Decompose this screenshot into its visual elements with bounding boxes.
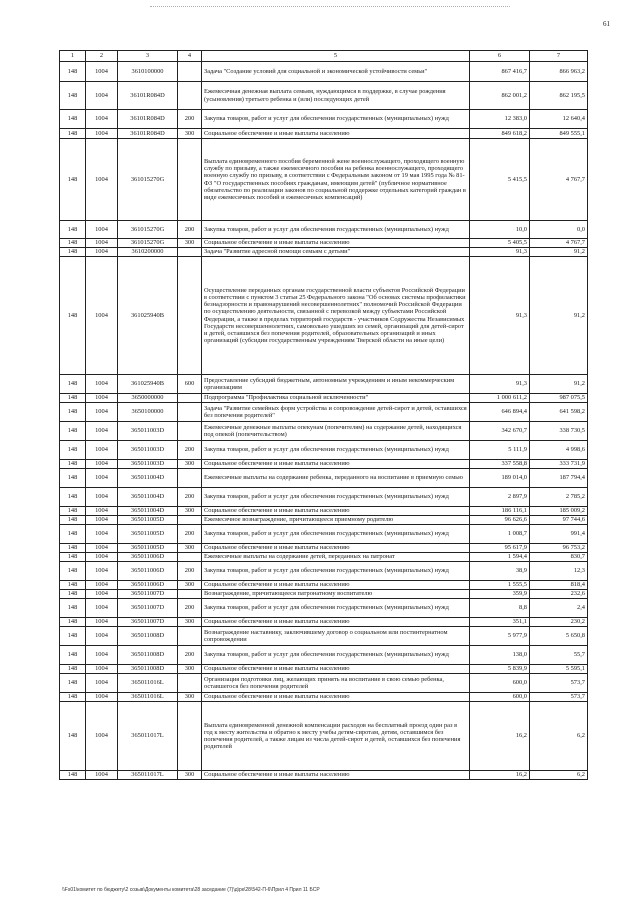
target-article-cell: 365011006D — [118, 553, 178, 562]
ministry-code-cell: 148 — [60, 129, 86, 139]
expense-type-cell — [178, 62, 202, 82]
expense-type-cell: 300 — [178, 771, 202, 780]
ministry-code-cell: 148 — [60, 248, 86, 257]
table-row — [60, 618, 588, 627]
amount-cell: 351,1 — [470, 618, 530, 627]
expense-type-cell: 300 — [178, 581, 202, 590]
section-code-cell: 1004 — [86, 239, 118, 248]
section-code-cell: 1004 — [86, 139, 118, 221]
expense-type-cell: 300 — [178, 239, 202, 248]
description-cell: Социальное обеспечение и иные выплаты населению — [202, 460, 470, 469]
section-code-cell: 1004 — [86, 581, 118, 590]
ministry-code-cell: 148 — [60, 562, 86, 581]
amount-cell: 600,0 — [470, 674, 530, 693]
target-article-cell: 3610100000 — [118, 62, 178, 82]
description-cell: Вознаграждение наставнику, заключившему договор о социальном или постинтернатном сопровождении — [202, 627, 470, 646]
amount-cell: 991,4 — [530, 525, 588, 544]
table-row — [60, 394, 588, 403]
expense-type-cell: 200 — [178, 441, 202, 460]
amount-cell: 10,0 — [470, 221, 530, 239]
budget-table — [59, 50, 588, 780]
ministry-code-cell: 148 — [60, 110, 86, 129]
section-code-cell: 1004 — [86, 62, 118, 82]
amount-cell: 1 594,4 — [470, 553, 530, 562]
description-cell: Задача "Развитие адресной помощи семьям с детьми" — [202, 248, 470, 257]
expense-type-cell: 300 — [178, 618, 202, 627]
section-code-cell: 1004 — [86, 394, 118, 403]
section-code-cell: 1004 — [86, 460, 118, 469]
ministry-code-cell: 148 — [60, 441, 86, 460]
description-cell: Закупка товаров, работ и услуг для обеспечения государственных (муниципальных) нужд — [202, 441, 470, 460]
expense-type-cell — [178, 553, 202, 562]
table-row — [60, 581, 588, 590]
description-cell: Закупка товаров, работ и услуг для обеспечения государственных (муниципальных) нужд — [202, 562, 470, 581]
description-cell: Осуществление переданных органам государственной власти субъектов Российской Федерации в соответствии с пунктом 3 статьи 25 Федерального закона "Об основах системы профилактики безнадзорности и правонарушений несовершеннолетних" полномочий Российской Федерации по осуществлению деятельности, связанной с перевозкой между субъектами Российской Федерации, а также в пределах территорий государств - участников Содружества Независимых Государств несовершеннолетних, самовольно ушедших из семей, организаций для детей-сирот и детей, оставшихся без попечения родителей, образовательных организаций и иных организаций (субсидии государственным учреждениям Тверской области на иные цели) — [202, 257, 470, 375]
amount-cell: 230,2 — [530, 618, 588, 627]
description-cell: Закупка товаров, работ и услуг для обеспечения государственных (муниципальных) нужд — [202, 221, 470, 239]
expense-type-cell — [178, 627, 202, 646]
target-article-cell: 365011005D — [118, 516, 178, 525]
description-cell: Ежемесячные денежные выплаты опекунам (попечителям) на содержание детей, находящихся под опекой (попечительством) — [202, 422, 470, 441]
target-article-cell: 365011005D — [118, 544, 178, 553]
header-cell: 5 — [202, 51, 470, 62]
amount-cell: 12 640,4 — [530, 110, 588, 129]
amount-cell: 646 894,4 — [470, 403, 530, 422]
amount-cell: 12 383,0 — [470, 110, 530, 129]
ministry-code-cell: 148 — [60, 665, 86, 674]
description-cell: Задача "Создание условий для социальной и экономической устойчивости семьи" — [202, 62, 470, 82]
ministry-code-cell: 148 — [60, 82, 86, 110]
amount-cell: 641 598,2 — [530, 403, 588, 422]
amount-cell: 5 839,9 — [470, 665, 530, 674]
description-cell: Ежемесячные выплаты на содержание ребенка, переданного на воспитание в приемную семью — [202, 469, 470, 488]
amount-cell: 38,9 — [470, 562, 530, 581]
amount-cell: 4 998,6 — [530, 441, 588, 460]
target-article-cell: 365011004D — [118, 507, 178, 516]
table-row — [60, 62, 588, 82]
description-cell: Социальное обеспечение и иные выплаты населению — [202, 129, 470, 139]
description-cell: Задача "Развитие семейных форм устройства и сопровождение детей-сирот и детей, оставшихся без попечения родителей" — [202, 403, 470, 422]
expense-type-cell — [178, 590, 202, 599]
description-cell: Выплата единовременной денежной компенсации расходов на бесплатный проезд один раз в год к месту жительства и обратно к месту учебы детям-сиротам, детям, оставшимся без попечения родителей, а также лицам из числа детей-сирот и детей, оставшихся без попечения родителей — [202, 702, 470, 771]
target-article-cell: 365011008D — [118, 646, 178, 665]
ministry-code-cell: 148 — [60, 239, 86, 248]
scan-edge — [150, 0, 510, 7]
section-code-cell: 1004 — [86, 646, 118, 665]
target-article-cell: 361015270G — [118, 221, 178, 239]
header-cell: 2 — [86, 51, 118, 62]
target-article-cell: 361025940B — [118, 257, 178, 375]
amount-cell: 185 009,2 — [530, 507, 588, 516]
amount-cell: 138,0 — [470, 646, 530, 665]
table-row — [60, 239, 588, 248]
amount-cell: 600,0 — [470, 693, 530, 702]
ministry-code-cell: 148 — [60, 507, 86, 516]
expense-type-cell: 300 — [178, 460, 202, 469]
amount-cell: 5 595,1 — [530, 665, 588, 674]
ministry-code-cell: 148 — [60, 771, 86, 780]
header-cell: 7 — [530, 51, 588, 62]
amount-cell: 186 116,1 — [470, 507, 530, 516]
ministry-code-cell: 148 — [60, 553, 86, 562]
ministry-code-cell: 148 — [60, 516, 86, 525]
description-cell: Выплата единовременного пособия беременной жене военнослужащего, проходящего военную службу по призыву, а также ежемесячного пособия на ребенка военнослужащего, проходящего военную службу по призыву, в соответствии с Федеральным законом от 19 мая 1995 года № 81-ФЗ "О государственных пособиях гражданам, имеющим детей" (публичное нормативное обязательство по реализации законов по социальной поддержке отдельных категорий граждан в виде ежемесячных пособий и ежемесячных компенсаций) — [202, 139, 470, 221]
amount-cell: 187 794,4 — [530, 469, 588, 488]
table-body — [60, 51, 588, 780]
amount-cell: 91,3 — [470, 248, 530, 257]
amount-cell: 95 617,9 — [470, 544, 530, 553]
target-article-cell: 36101R084D — [118, 110, 178, 129]
ministry-code-cell: 148 — [60, 618, 86, 627]
table-row — [60, 375, 588, 394]
amount-cell: 0,0 — [530, 221, 588, 239]
target-article-cell: 365011003D — [118, 441, 178, 460]
target-article-cell: 365011006D — [118, 581, 178, 590]
amount-cell: 862 195,5 — [530, 82, 588, 110]
description-cell: Социальное обеспечение и иные выплаты населению — [202, 544, 470, 553]
section-code-cell: 1004 — [86, 553, 118, 562]
amount-cell: 333 731,9 — [530, 460, 588, 469]
table-row — [60, 129, 588, 139]
expense-type-cell: 200 — [178, 221, 202, 239]
table-row — [60, 441, 588, 460]
expense-type-cell: 300 — [178, 665, 202, 674]
section-code-cell: 1004 — [86, 599, 118, 618]
amount-cell: 5 650,8 — [530, 627, 588, 646]
header-cell: 1 — [60, 51, 86, 62]
ministry-code-cell: 148 — [60, 488, 86, 507]
amount-cell: 830,7 — [530, 553, 588, 562]
amount-cell: 12,3 — [530, 562, 588, 581]
target-article-cell: 3610200000 — [118, 248, 178, 257]
target-article-cell: 361015270G — [118, 139, 178, 221]
expense-type-cell: 200 — [178, 562, 202, 581]
section-code-cell: 1004 — [86, 248, 118, 257]
page-number: 61 — [603, 20, 610, 28]
section-code-cell: 1004 — [86, 441, 118, 460]
description-cell: Подпрограмма "Профилактика социальной исключенности" — [202, 394, 470, 403]
target-article-cell: 365011017L — [118, 771, 178, 780]
section-code-cell: 1004 — [86, 403, 118, 422]
section-code-cell: 1004 — [86, 507, 118, 516]
amount-cell: 1 000 611,2 — [470, 394, 530, 403]
ministry-code-cell: 148 — [60, 544, 86, 553]
target-article-cell: 365011008D — [118, 665, 178, 674]
amount-cell: 2,4 — [530, 599, 588, 618]
ministry-code-cell: 148 — [60, 525, 86, 544]
amount-cell: 16,2 — [470, 702, 530, 771]
amount-cell: 5 111,9 — [470, 441, 530, 460]
table-row — [60, 646, 588, 665]
header-cell: 6 — [470, 51, 530, 62]
target-article-cell: 3650000000 — [118, 394, 178, 403]
expense-type-cell — [178, 516, 202, 525]
amount-cell: 5 977,9 — [470, 627, 530, 646]
ministry-code-cell: 148 — [60, 581, 86, 590]
table-row — [60, 627, 588, 646]
description-cell: Социальное обеспечение и иные выплаты населению — [202, 507, 470, 516]
ministry-code-cell: 148 — [60, 403, 86, 422]
target-article-cell: 365011003D — [118, 460, 178, 469]
ministry-code-cell: 148 — [60, 693, 86, 702]
target-article-cell: 3650100000 — [118, 403, 178, 422]
expense-type-cell — [178, 248, 202, 257]
target-article-cell: 365011016L — [118, 674, 178, 693]
ministry-code-cell: 148 — [60, 257, 86, 375]
table-row — [60, 257, 588, 375]
table-row — [60, 702, 588, 771]
amount-cell: 4 767,7 — [530, 139, 588, 221]
table-row — [60, 139, 588, 221]
amount-cell: 96 753,2 — [530, 544, 588, 553]
expense-type-cell: 200 — [178, 110, 202, 129]
amount-cell: 342 670,7 — [470, 422, 530, 441]
table-row — [60, 516, 588, 525]
amount-cell: 16,2 — [470, 771, 530, 780]
ministry-code-cell: 148 — [60, 646, 86, 665]
ministry-code-cell: 148 — [60, 422, 86, 441]
expense-type-cell: 600 — [178, 375, 202, 394]
amount-cell: 97 744,6 — [530, 516, 588, 525]
ministry-code-cell: 148 — [60, 627, 86, 646]
ministry-code-cell: 148 — [60, 375, 86, 394]
amount-cell: 818,4 — [530, 581, 588, 590]
section-code-cell: 1004 — [86, 618, 118, 627]
amount-cell: 338 730,5 — [530, 422, 588, 441]
target-article-cell: 365011003D — [118, 422, 178, 441]
amount-cell: 359,9 — [470, 590, 530, 599]
amount-cell: 6,2 — [530, 702, 588, 771]
expense-type-cell: 200 — [178, 525, 202, 544]
expense-type-cell: 300 — [178, 129, 202, 139]
expense-type-cell — [178, 469, 202, 488]
amount-cell: 5 405,5 — [470, 239, 530, 248]
target-article-cell: 36101R084D — [118, 129, 178, 139]
table-row — [60, 110, 588, 129]
target-article-cell: 365011005D — [118, 525, 178, 544]
section-code-cell: 1004 — [86, 665, 118, 674]
target-article-cell: 365011007D — [118, 618, 178, 627]
amount-cell: 8,8 — [470, 599, 530, 618]
header-cell: 3 — [118, 51, 178, 62]
section-code-cell: 1004 — [86, 702, 118, 771]
section-code-cell: 1004 — [86, 469, 118, 488]
amount-cell: 862 001,2 — [470, 82, 530, 110]
expense-type-cell: 200 — [178, 599, 202, 618]
amount-cell: 55,7 — [530, 646, 588, 665]
amount-cell: 573,7 — [530, 693, 588, 702]
amount-cell: 6,2 — [530, 771, 588, 780]
amount-cell: 4 767,7 — [530, 239, 588, 248]
table-row — [60, 771, 588, 780]
target-article-cell: 36101R084D — [118, 82, 178, 110]
ministry-code-cell: 148 — [60, 590, 86, 599]
table-row — [60, 460, 588, 469]
table-row — [60, 507, 588, 516]
description-cell: Социальное обеспечение и иные выплаты населению — [202, 693, 470, 702]
ministry-code-cell: 148 — [60, 674, 86, 693]
table-row — [60, 469, 588, 488]
expense-type-cell — [178, 702, 202, 771]
table-row — [60, 562, 588, 581]
table-row — [60, 525, 588, 544]
ministry-code-cell: 148 — [60, 139, 86, 221]
header-cell: 4 — [178, 51, 202, 62]
ministry-code-cell: 148 — [60, 599, 86, 618]
table-row — [60, 665, 588, 674]
amount-cell: 91,2 — [530, 375, 588, 394]
expense-type-cell — [178, 257, 202, 375]
section-code-cell: 1004 — [86, 544, 118, 553]
section-code-cell: 1004 — [86, 627, 118, 646]
target-article-cell: 365011017L — [118, 702, 178, 771]
description-cell: Ежемесячное вознаграждение, причитающееся приемному родителю — [202, 516, 470, 525]
amount-cell: 232,6 — [530, 590, 588, 599]
table-row — [60, 674, 588, 693]
description-cell: Предоставление субсидий бюджетным, автономным учреждениям и иным некоммерческим организациям — [202, 375, 470, 394]
table-row — [60, 599, 588, 618]
section-code-cell: 1004 — [86, 375, 118, 394]
amount-cell: 866 963,2 — [530, 62, 588, 82]
amount-cell: 987 075,5 — [530, 394, 588, 403]
amount-cell: 1 008,7 — [470, 525, 530, 544]
section-code-cell: 1004 — [86, 257, 118, 375]
amount-cell: 2 785,2 — [530, 488, 588, 507]
ministry-code-cell: 148 — [60, 702, 86, 771]
expense-type-cell — [178, 422, 202, 441]
target-article-cell: 365011007D — [118, 590, 178, 599]
target-article-cell: 365011004D — [118, 469, 178, 488]
expense-type-cell: 300 — [178, 693, 202, 702]
amount-cell: 849 618,2 — [470, 129, 530, 139]
amount-cell: 2 897,9 — [470, 488, 530, 507]
amount-cell: 1 555,5 — [470, 581, 530, 590]
target-article-cell: 365011016L — [118, 693, 178, 702]
description-cell: Ежемесячные выплаты на содержание детей, переданных на патронат — [202, 553, 470, 562]
expense-type-cell: 300 — [178, 507, 202, 516]
expense-type-cell: 200 — [178, 646, 202, 665]
target-article-cell: 365011004D — [118, 488, 178, 507]
description-cell: Социальное обеспечение и иные выплаты населению — [202, 771, 470, 780]
amount-cell: 96 626,6 — [470, 516, 530, 525]
table-row — [60, 544, 588, 553]
description-cell: Закупка товаров, работ и услуг для обеспечения государственных (муниципальных) нужд — [202, 646, 470, 665]
table-row — [60, 693, 588, 702]
ministry-code-cell: 148 — [60, 460, 86, 469]
amount-cell: 867 416,7 — [470, 62, 530, 82]
amount-cell: 91,3 — [470, 257, 530, 375]
target-article-cell: 365011006D — [118, 562, 178, 581]
amount-cell: 91,2 — [530, 257, 588, 375]
description-cell: Социальное обеспечение и иные выплаты населению — [202, 665, 470, 674]
description-cell: Социальное обеспечение и иные выплаты населению — [202, 618, 470, 627]
amount-cell: 573,7 — [530, 674, 588, 693]
table-row — [60, 422, 588, 441]
amount-cell: 849 555,1 — [530, 129, 588, 139]
section-code-cell: 1004 — [86, 422, 118, 441]
expense-type-cell — [178, 403, 202, 422]
description-cell: Социальное обеспечение и иные выплаты населению — [202, 581, 470, 590]
section-code-cell: 1004 — [86, 516, 118, 525]
ministry-code-cell: 148 — [60, 469, 86, 488]
amount-cell: 91,2 — [530, 248, 588, 257]
expense-type-cell: 300 — [178, 544, 202, 553]
description-cell: Социальное обеспечение и иные выплаты населению — [202, 239, 470, 248]
amount-cell: 5 415,5 — [470, 139, 530, 221]
table-row — [60, 82, 588, 110]
expense-type-cell — [178, 139, 202, 221]
expense-type-cell — [178, 394, 202, 403]
description-cell: Ежемесячная денежная выплата семьям, нуждающимся в поддержке, в случае рождения (усыновления) третьего ребенка и (или) последующих детей — [202, 82, 470, 110]
amount-cell: 91,3 — [470, 375, 530, 394]
description-cell: Вознаграждение, причитающееся патронатному воспитателю — [202, 590, 470, 599]
table-row — [60, 488, 588, 507]
expense-type-cell — [178, 82, 202, 110]
section-code-cell: 1004 — [86, 82, 118, 110]
section-code-cell: 1004 — [86, 129, 118, 139]
description-cell: Закупка товаров, работ и услуг для обеспечения государственных (муниципальных) нужд — [202, 599, 470, 618]
section-code-cell: 1004 — [86, 771, 118, 780]
section-code-cell: 1004 — [86, 674, 118, 693]
table-row — [60, 221, 588, 239]
description-cell: Закупка товаров, работ и услуг для обеспечения государственных (муниципальных) нужд — [202, 488, 470, 507]
expense-type-cell: 200 — [178, 488, 202, 507]
ministry-code-cell: 148 — [60, 394, 86, 403]
amount-cell: 337 558,8 — [470, 460, 530, 469]
section-code-cell: 1004 — [86, 693, 118, 702]
ministry-code-cell: 148 — [60, 62, 86, 82]
table-row — [60, 403, 588, 422]
section-code-cell: 1004 — [86, 562, 118, 581]
table-row — [60, 553, 588, 562]
target-article-cell: 365011007D — [118, 599, 178, 618]
amount-cell: 189 014,0 — [470, 469, 530, 488]
table-header-row — [60, 51, 588, 62]
section-code-cell: 1004 — [86, 221, 118, 239]
target-article-cell: 361015270G — [118, 239, 178, 248]
target-article-cell: 361025940B — [118, 375, 178, 394]
description-cell: Организация подготовки лиц, желающих принять на воспитание в свою семью ребенка, оставшегося без попечения родителей — [202, 674, 470, 693]
section-code-cell: 1004 — [86, 488, 118, 507]
expense-type-cell — [178, 674, 202, 693]
table-row — [60, 590, 588, 599]
section-code-cell: 1004 — [86, 525, 118, 544]
file-path-footer: \\Fs01\комитет по бюджету\2 созыв\Документы комитета\28 заседание (7)\д\рк\28\542-П-6\Прил 4 Прил 11 БСР — [62, 887, 320, 893]
description-cell: Закупка товаров, работ и услуг для обеспечения государственных (муниципальных) нужд — [202, 110, 470, 129]
ministry-code-cell: 148 — [60, 221, 86, 239]
target-article-cell: 365011008D — [118, 627, 178, 646]
description-cell: Закупка товаров, работ и услуг для обеспечения государственных (муниципальных) нужд — [202, 525, 470, 544]
section-code-cell: 1004 — [86, 590, 118, 599]
table-row — [60, 248, 588, 257]
section-code-cell: 1004 — [86, 110, 118, 129]
